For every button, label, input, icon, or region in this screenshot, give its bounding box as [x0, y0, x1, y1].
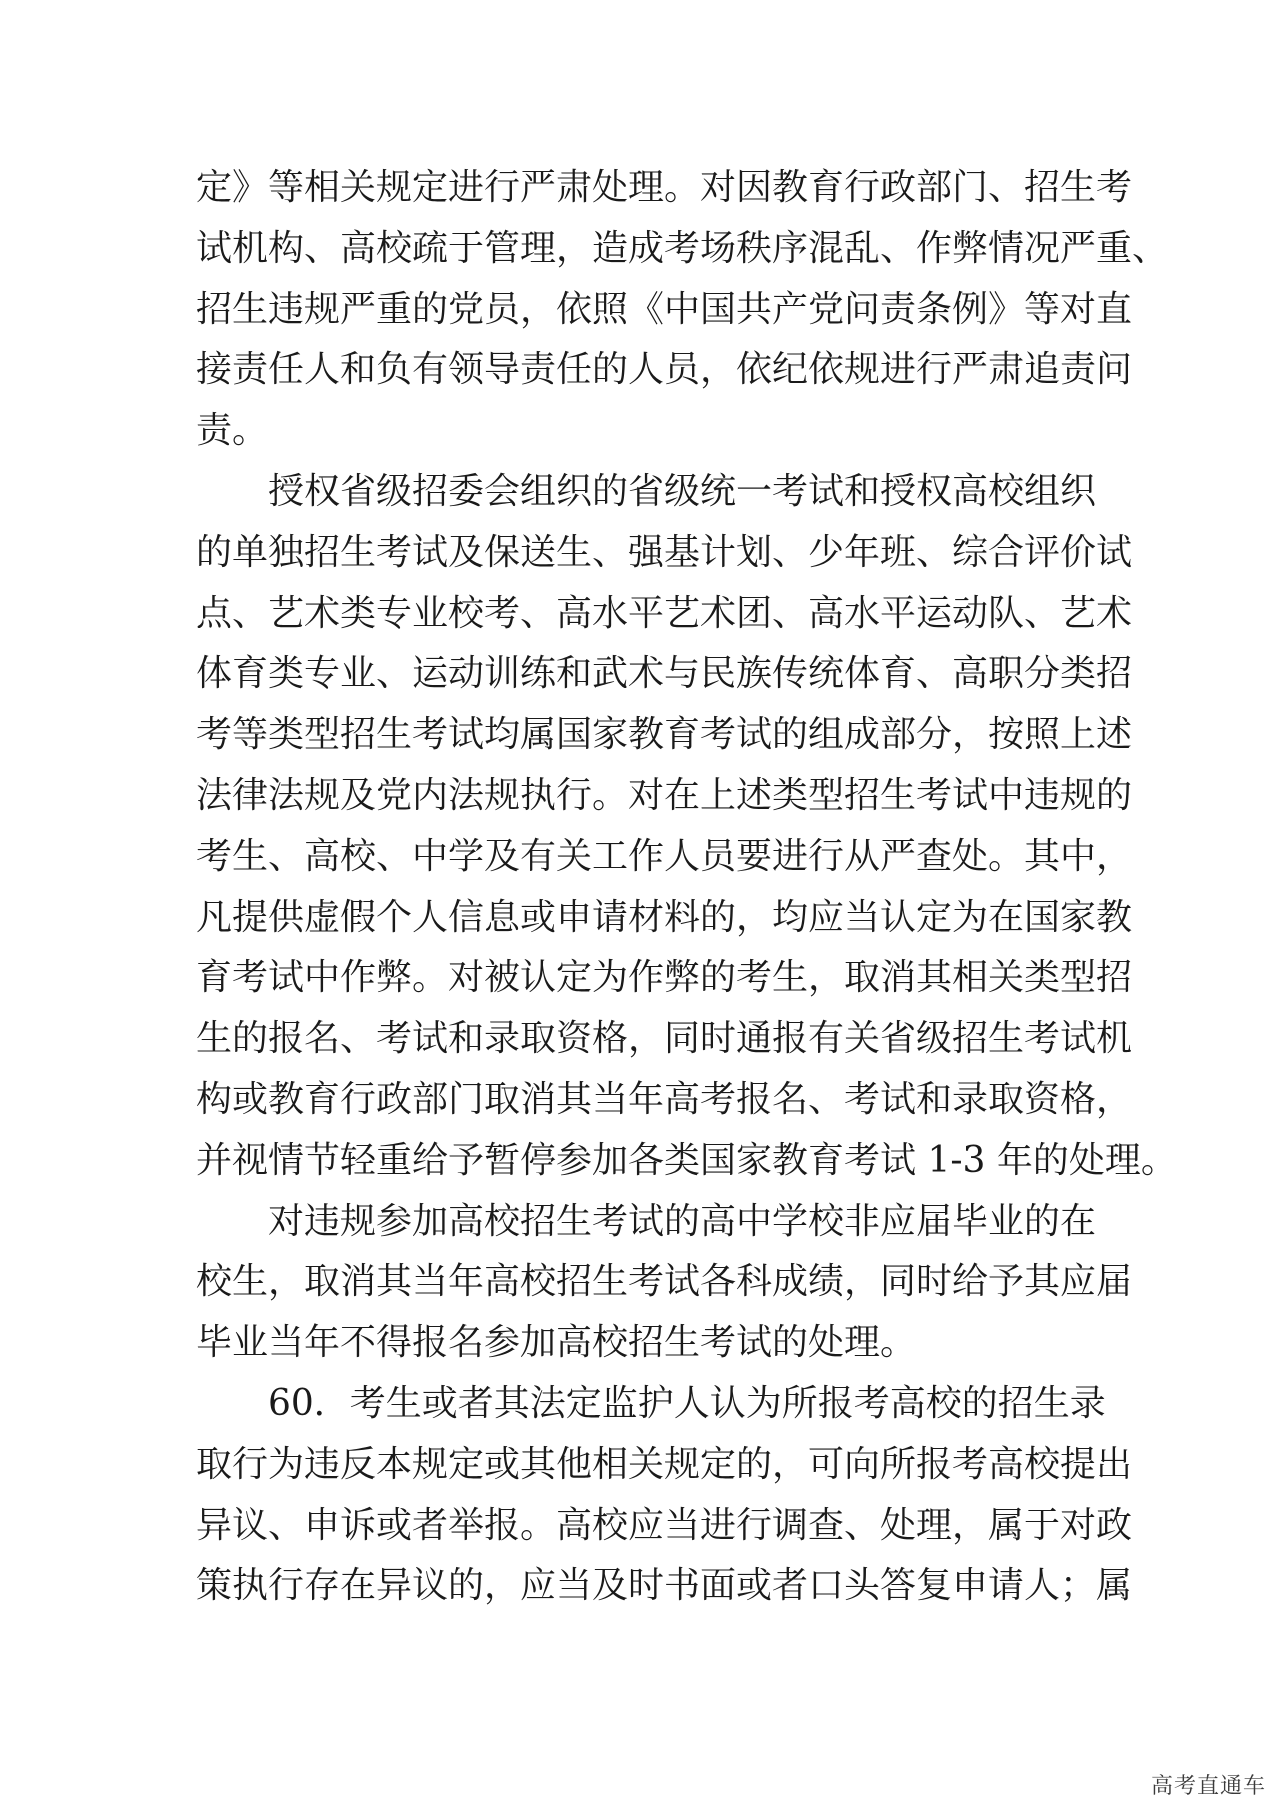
- paragraph-first-line: 对违规参加高校招生考试的高中学校非应届毕业的在: [268, 1200, 1097, 1242]
- text-line: 构或教育行政部门取消其当年高考报名、考试和录取资格，: [196, 1078, 1133, 1120]
- paragraph-first-line: 授权省级招委会组织的省级统一考试和授权高校组织: [268, 470, 1097, 512]
- text-line: 生的报名、考试和录取资格，同时通报有关省级招生考试机: [196, 1018, 1133, 1060]
- text-line: 策执行存在异议的，应当及时书面或者口头答复申请人；属: [196, 1565, 1133, 1607]
- text-line: 育考试中作弊。对被认定为作弊的考生，取消其相关类型招: [196, 957, 1133, 999]
- text-line: 校生，取消其当年高校招生考试各科成绩，同时给予其应届: [196, 1261, 1133, 1303]
- text-line: 法律法规及党内法规执行。对在上述类型招生考试中违规的: [196, 774, 1133, 816]
- text-line: 定》等相关规定进行严肃处理。对因教育行政部门、招生考: [196, 167, 1133, 208]
- text-line: 招生违规严重的党员，依照《中国共产党问责条例》等对直: [196, 288, 1133, 330]
- text-line: 取行为违反本规定或其他相关规定的，可向所报考高校提出: [196, 1443, 1133, 1485]
- text-line: 点、艺术类专业校考、高水平艺术团、高水平运动队、艺术: [196, 592, 1133, 634]
- text-line: 的单独招生考试及保送生、强基计划、少年班、综合评价试: [196, 531, 1133, 573]
- text-line: 异议、申诉或者举报。高校应当进行调查、处理，属于对政: [196, 1504, 1133, 1546]
- text-line: 体育类专业、运动训练和武术与民族传统体育、高职分类招: [196, 653, 1133, 695]
- document-body: [196, 158, 1177, 1617]
- text-line: 接责任人和负有领导责任的人员，依纪依规进行严肃追责问: [196, 349, 1133, 391]
- text-line: 并视情节轻重给予暂停参加各类国家教育考试 1-3 年的处理。: [196, 1139, 1177, 1181]
- text-line: 考等类型招生考试均属国家教育考试的组成部分，按照上述: [196, 714, 1133, 756]
- paragraph-first-line: 60．考生或者其法定监护人认为所报考高校的招生录: [268, 1382, 1106, 1424]
- text-line: 考生、高校、中学及有关工作人员要进行从严查处。其中，: [196, 835, 1133, 877]
- watermark: 高考直通车: [1150, 1774, 1266, 1799]
- text-line: 责。: [196, 410, 269, 452]
- text-line: 凡提供虚假个人信息或申请材料的，均应当认定为在国家教: [196, 896, 1133, 938]
- text-line: 试机构、高校疏于管理，造成考场秩序混乱、作弊情况严重、: [196, 227, 1169, 269]
- text-line: 毕业当年不得报名参加高校招生考试的处理。: [196, 1322, 917, 1364]
